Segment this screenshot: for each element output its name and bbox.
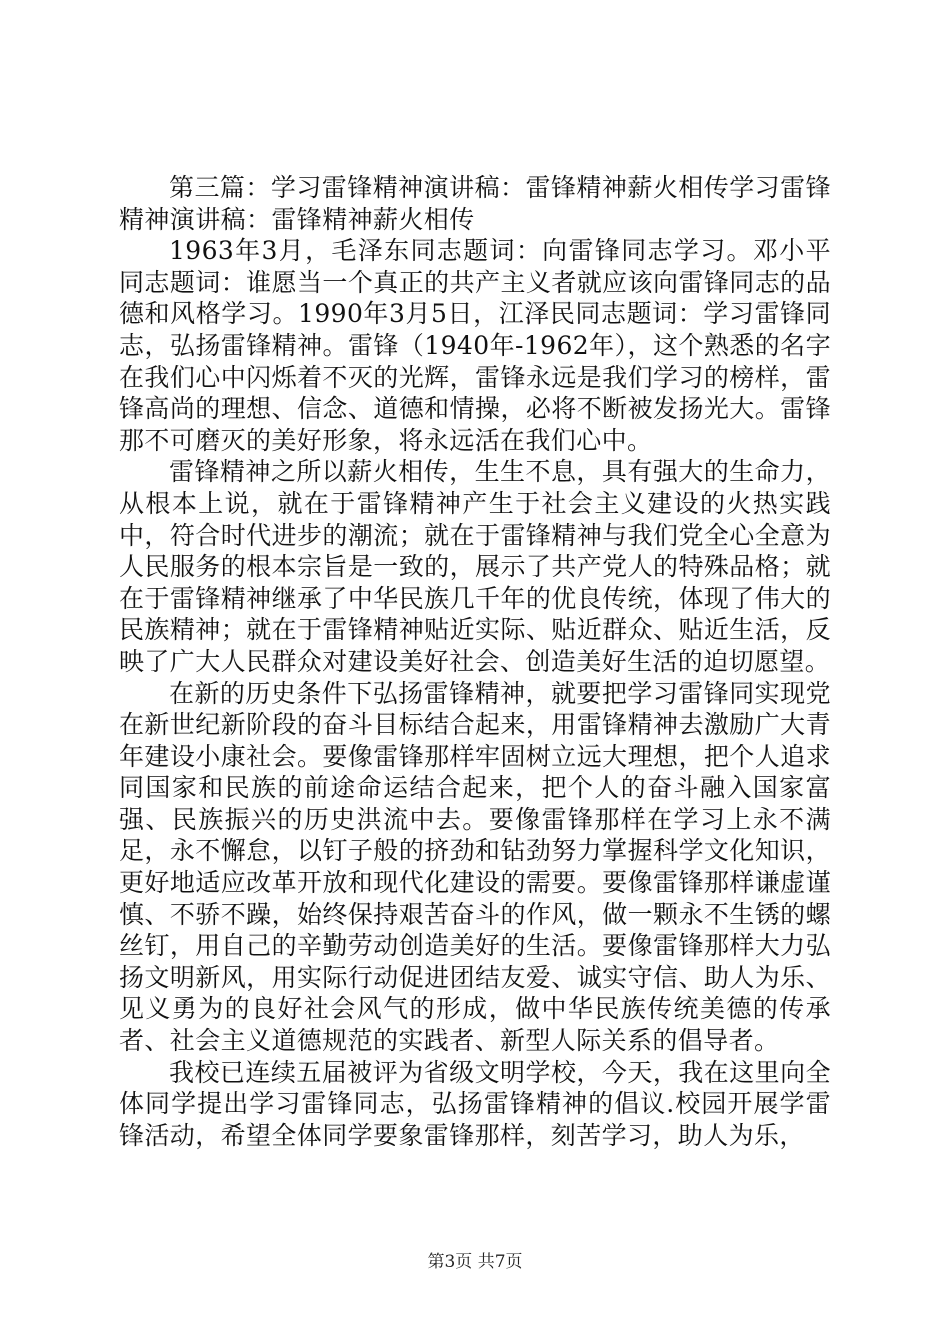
document-body bbox=[119, 172, 831, 1151]
section-heading-paragraph: 第三篇：学习雷锋精神演讲稿：雷锋精神薪火相传学习雷锋精神演讲稿：雷锋精神薪火相传 bbox=[119, 173, 831, 234]
page-number-footer: 第3页 共7页 bbox=[427, 1252, 523, 1272]
body-paragraph: 雷锋精神之所以薪火相传，生生不息，具有强大的生命力，从根本上说，就在于雷锋精神产生于社会主义建设的火热实践中，符合时代进步的潮流；就在于雷锋精神与我们党全心全意为人民服务的根本宗旨是一致的，展示了共产党人的特殊品格；就在于雷锋精神继承了中华民族几千年的优良传统，体现了伟大的民族精神；就在于雷锋精神贴近实际、贴近群众、贴近生活，反映了广大人民群众对建设美好社会、创造美好生活的迫切愿望。 bbox=[119, 457, 831, 676]
body-paragraph: 在新的历史条件下弘扬雷锋精神，就要把学习雷锋同实现党在新世纪新阶段的奋斗目标结合起来，用雷锋精神去激励广大青年建设小康社会。要像雷锋那样牢固树立远大理想，把个人追求同国家和民族的前途命运结合起来，把个人的奋斗融入国家富强、民族振兴的历史洪流中去。要像雷锋那样在学习上永不满足，永不懈怠，以钉子般的挤劲和钻劲努力掌握科学文化知识，更好地适应改革开放和现代化建设的需要。要像雷锋那样谦虚谨慎、不骄不躁，始终保持艰苦奋斗的作风，做一颗永不生锈的螺丝钉，用自己的辛勤劳动创造美好的生活。要像雷锋那样大力弘扬文明新风，用实际行动促进团结友爱、诚实守信、助人为乐、见义勇为的良好社会风气的形成，做中华民族传统美德的传承者、社会主义道德规范的实践者、新型人际关系的倡导者。 bbox=[119, 678, 831, 1056]
body-paragraph: 1963年3月，毛泽东同志题词：向雷锋同志学习。邓小平同志题词：谁愿当一个真正的共产主义者就应该向雷锋同志的品德和风格学习。1990年3月5日，江泽民同志题词：学习雷锋同志，弘扬雷锋精神。雷锋（1940年-1962年），这个熟悉的名字在我们心中闪烁着不灭的光辉，雷锋永远是我们学习的榜样，雷锋高尚的理想、信念、道德和情操，必将不断被发扬光大。雷锋那不可磨灭的美好形象，将永远活在我们心中。 bbox=[119, 236, 831, 455]
body-paragraph: 我校已连续五届被评为省级文明学校，今天，我在这里向全体同学提出学习雷锋同志，弘扬雷锋精神的倡议.校园开展学雷锋活动，希望全体同学要象雷锋那样，刻苦学习，助人为乐， bbox=[119, 1057, 831, 1150]
